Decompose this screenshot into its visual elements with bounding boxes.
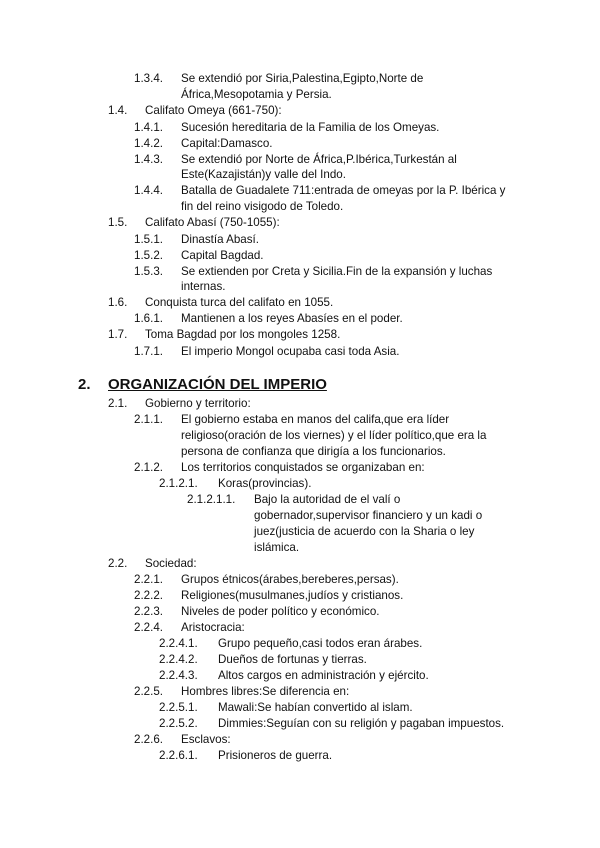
item-text: Se extienden por Creta y Sicilia.Fin de la expansión y luchas	[181, 265, 493, 278]
item-number: 2.2.1.	[134, 573, 164, 586]
item-text: Se extendió por Siria,Palestina,Egipto,Norte de	[181, 72, 424, 85]
item-text: Califato Omeya (661-750):	[145, 104, 282, 117]
section-title-text: ORGANIZACIÓN DEL IMPERIO	[108, 376, 327, 393]
item-text: Este(Kazajistán)y valle del Indo.	[181, 168, 346, 181]
item-text: Dimmies:Seguían con su religión y pagaban impuestos.	[218, 717, 505, 730]
item-text: Se extendió por Norte de África,P.Ibérica,Turkestán al	[181, 153, 457, 166]
item-number: 2.1.2.1.	[159, 477, 198, 490]
item-text: Toma Bagdad por los mongoles 1258.	[145, 328, 341, 341]
item-text: Sucesión hereditaria de la Familia de los Omeyas.	[181, 121, 440, 134]
item-number: 1.7.1.	[134, 345, 164, 358]
item-text: Mantienen a los reyes Abasíes en el poder.	[181, 312, 403, 325]
item-text: Esclavos:	[181, 733, 231, 746]
item-text: persona de confianza que dirigía a los funcionarios.	[181, 445, 446, 458]
item-text: Califato Abasí (750-1055):	[145, 216, 280, 229]
item-number: 2.2.	[108, 557, 128, 570]
item-number: 2.2.6.1.	[159, 749, 198, 762]
item-text: Koras(provincias).	[218, 477, 312, 490]
item-number: 2.1.1.	[134, 413, 164, 426]
item-number: 1.5.	[108, 216, 128, 229]
item-text: Dueños de fortunas y tierras.	[218, 653, 367, 666]
item-text: juez(justicia de acuerdo con la Sharia o ley	[254, 525, 475, 538]
item-text: El imperio Mongol ocupaba casi toda Asia.	[181, 345, 400, 358]
item-text: África,Mesopotamia y Persia.	[181, 88, 332, 101]
item-text: Gobierno y territorio:	[145, 397, 251, 410]
item-text: fin del reino visigodo de Toledo.	[181, 200, 344, 213]
item-text: Batalla de Guadalete 711:entrada de omeyas por la P. Ibérica y	[181, 184, 506, 197]
item-text: Hombres libres:Se diferencia en:	[181, 685, 350, 698]
item-text: Grupo pequeño,casi todos eran árabes.	[218, 637, 423, 650]
item-text: Los territorios conquistados se organizaban en:	[181, 461, 425, 474]
item-text: Capital Bagdad.	[181, 249, 264, 262]
item-number: 2.2.3.	[134, 605, 164, 618]
item-text: Dinastía Abasí.	[181, 233, 259, 246]
item-text: Bajo la autoridad de el valí o	[254, 493, 401, 506]
item-text: Altos cargos en administración y ejército.	[218, 669, 429, 682]
item-number: 1.4.3.	[134, 153, 164, 166]
item-number: 2.2.6.	[134, 733, 164, 746]
item-number: 2.1.	[108, 397, 128, 410]
item-text: Conquista turca del califato en 1055.	[145, 296, 334, 309]
item-number: 2.2.2.	[134, 589, 164, 602]
item-number: 1.4.1.	[134, 121, 164, 134]
item-number: 1.5.1.	[134, 233, 164, 246]
item-number: 2.2.4.	[134, 621, 164, 634]
item-number: 1.5.2.	[134, 249, 164, 262]
item-text: religioso(oración de los viernes) y el líder político,que era la	[181, 429, 487, 442]
item-text: Mawali:Se habían convertido al islam.	[218, 701, 413, 714]
item-number: 2.2.5.	[134, 685, 164, 698]
item-text: Niveles de poder político y económico.	[181, 605, 380, 618]
item-number: 2.2.4.3.	[159, 669, 198, 682]
item-text: internas.	[181, 280, 226, 293]
item-text: gobernador,supervisor financiero y un kadi o	[254, 509, 483, 522]
item-text: Religiones(musulmanes,judíos y cristianos.	[181, 589, 404, 602]
item-text: Prisioneros de guerra.	[218, 749, 333, 762]
item-text: Capital:Damasco.	[181, 137, 273, 150]
item-text: El gobierno estaba en manos del califa,que era líder	[181, 413, 450, 426]
item-number: 1.6.	[108, 296, 128, 309]
item-number: 2.2.4.1.	[159, 637, 198, 650]
item-number: 1.4.4.	[134, 184, 164, 197]
item-number: 1.3.4.	[134, 72, 164, 85]
item-number: 2.1.2.1.1.	[187, 493, 236, 506]
item-number: 2.1.2.	[134, 461, 164, 474]
item-number: 1.4.	[108, 104, 128, 117]
item-number: 2.2.5.1.	[159, 701, 198, 714]
item-number: 1.7.	[108, 328, 128, 341]
item-text: Aristocracia:	[181, 621, 245, 634]
item-text: islámica.	[254, 541, 300, 554]
section-title	[108, 376, 327, 394]
item-number: 1.4.2.	[134, 137, 164, 150]
item-text: Grupos étnicos(árabes,bereberes,persas).	[181, 573, 399, 586]
item-number: 1.6.1.	[134, 312, 164, 325]
item-number: 2.2.5.2.	[159, 717, 198, 730]
item-number: 1.5.3.	[134, 265, 164, 278]
item-text: Sociedad:	[145, 557, 197, 570]
section-number: 2.	[78, 376, 91, 393]
item-number: 2.2.4.2.	[159, 653, 198, 666]
